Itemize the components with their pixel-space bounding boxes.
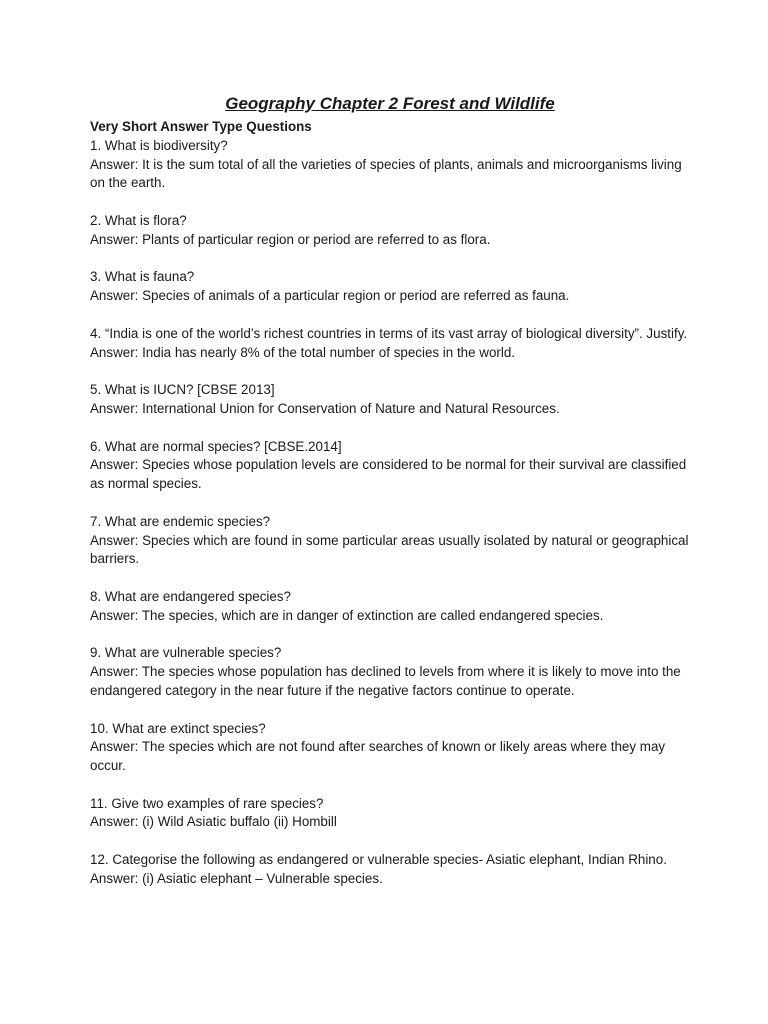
qa-item	[90, 720, 690, 776]
question-text: 5. What is IUCN? [CBSE 2013]	[90, 382, 275, 398]
answer-text: Answer: Plants of particular region or period are referred to as flora.	[90, 231, 491, 247]
qa-item	[90, 325, 690, 363]
question-text: 1. What is biodiversity?	[90, 137, 228, 153]
answer-text: Answer: Species which are found in some particular areas usually isolated by natural or geographical barriers.	[90, 532, 689, 567]
document-title: Geography Chapter 2 Forest and Wildlife	[225, 94, 555, 113]
answer-text: Answer: It is the sum total of all the varieties of species of plants, animals and microorganisms living on the earth.	[90, 156, 682, 191]
answer-text: Answer: Species whose population levels are considered to be normal for their survival are classified as normal species.	[90, 457, 687, 492]
qa-item	[90, 795, 690, 833]
section-heading: Very Short Answer Type Questions	[90, 119, 312, 134]
answer-text: Answer: (i) Wild Asiatic buffalo (ii) Hombill	[90, 814, 337, 830]
answer-text: Answer: Species of animals of a particular region or period are referred as fauna.	[90, 288, 570, 304]
question-text: 12. Categorise the following as endangered or vulnerable species- Asiatic elephant, Indian Rhino.	[90, 852, 667, 868]
qa-item	[90, 588, 690, 626]
document-page	[90, 92, 690, 907]
qa-item	[90, 137, 690, 193]
question-text: 9. What are vulnerable species?	[90, 645, 282, 661]
question-text: 8. What are endangered species?	[90, 588, 291, 604]
question-text: 2. What is flora?	[90, 212, 187, 228]
question-text: 4. “India is one of the world’s richest countries in terms of its vast array of biological diversity”. Justify.	[90, 325, 688, 341]
question-text: 7. What are endemic species?	[90, 513, 271, 529]
qa-item	[90, 212, 690, 250]
question-text: 6. What are normal species? [CBSE.2014]	[90, 438, 342, 454]
question-text: 10. What are extinct species?	[90, 720, 266, 736]
qa-item	[90, 268, 690, 306]
answer-text: Answer: International Union for Conservation of Nature and Natural Resources.	[90, 400, 560, 416]
answer-text: Answer: The species whose population has declined to levels from where it is likely to move into the endangered category in the near future if the negative factors continue to operate.	[90, 664, 681, 698]
question-text: 3. What is fauna?	[90, 269, 195, 285]
qa-item	[90, 438, 690, 494]
answer-text: Answer: The species, which are in danger of extinction are called endangered species.	[90, 607, 604, 623]
question-text: 11. Give two examples of rare species?	[90, 795, 324, 811]
answer-text: Answer: (i) Asiatic elephant – Vulnerable species.	[90, 870, 383, 886]
answer-text: Answer: The species which are not found after searches of known or likely areas where they may occur.	[90, 739, 666, 774]
answer-text: Answer: India has nearly 8% of the total number of species in the world.	[90, 344, 516, 360]
qa-item	[90, 381, 690, 419]
qa-item	[90, 513, 690, 569]
qa-item	[90, 851, 690, 889]
qa-item	[90, 644, 690, 700]
